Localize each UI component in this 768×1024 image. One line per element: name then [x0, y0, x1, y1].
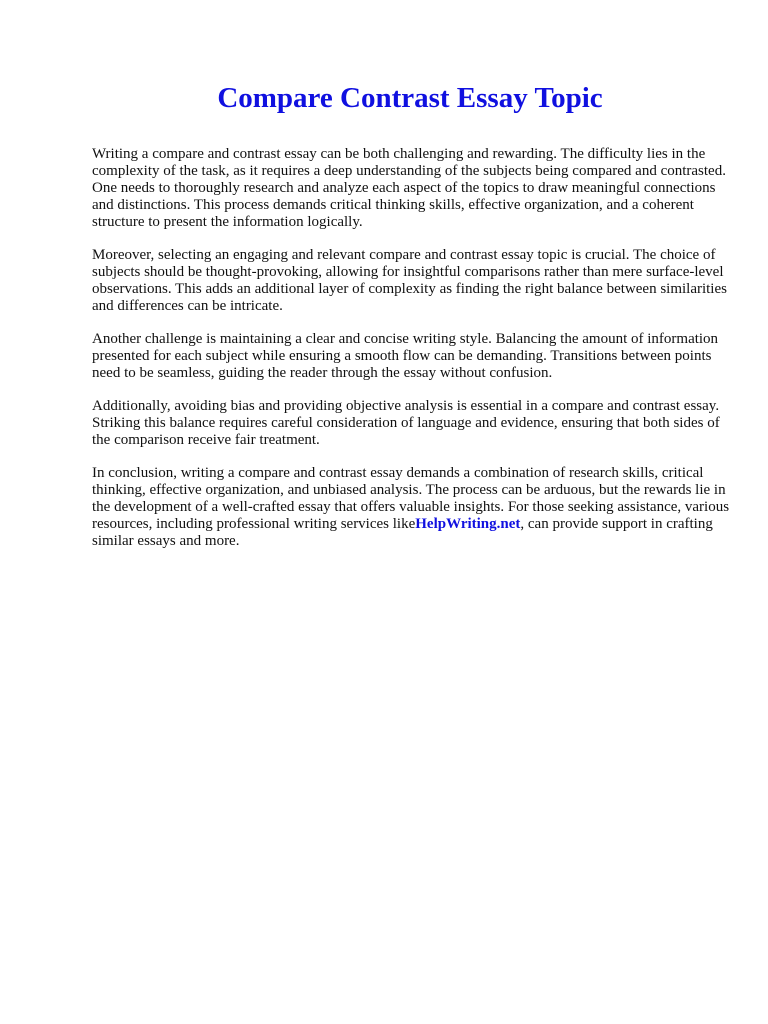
conclusion-text-before-link: In conclusion, writing a compare and contrast essay demands a combination of research skills, critical thinking, effective organization, and unbiased analysis. The process can be arduous, but the rewards lie in the development of a well-crafted essay that offers valuable insights. For those seeking assistance, various resources, including professional writing services like — [92, 465, 730, 532]
helpwriting-link[interactable]: HelpWriting.net — [415, 516, 521, 532]
paragraph-writing-style: Another challenge is maintaining a clear and concise writing style. Balancing the amount of information presented for each subject while ensuring a smooth flow can be demanding. Transitions between points need to be seamless, guiding the reader through the essay without confusion. — [92, 331, 719, 381]
document-body — [92, 146, 732, 566]
paragraph-topic-choice: Moreover, selecting an engaging and relevant compare and contrast essay topic is crucial. The choice of subjects should be thought-provoking, allowing for insightful comparisons rather than mere surface-level observations. This adds an additional layer of complexity as finding the right balance between similarities and differences can be intricate. — [92, 247, 727, 314]
paragraph-conclusion — [92, 465, 732, 550]
paragraph-bias: Additionally, avoiding bias and providing objective analysis is essential in a compare and contrast essay. Striking this balance requires careful consideration of language and evidence, ensuring that both sides of the comparison receive fair treatment. — [92, 398, 720, 448]
paragraph-intro: Writing a compare and contrast essay can be both challenging and rewarding. The difficulty lies in the complexity of the task, as it requires a deep understanding of the subjects being compared and contrasted. One needs to thoroughly research and analyze each aspect of the topics to draw meaningful connections and distinctions. This process demands critical thinking skills, effective organization, and a coherent structure to present the information logically. — [92, 146, 726, 230]
conclusion-text-after-link: , can provide support in crafting similar essays and more. — [92, 516, 713, 549]
document-title: Compare Contrast Essay Topic — [217, 82, 603, 114]
